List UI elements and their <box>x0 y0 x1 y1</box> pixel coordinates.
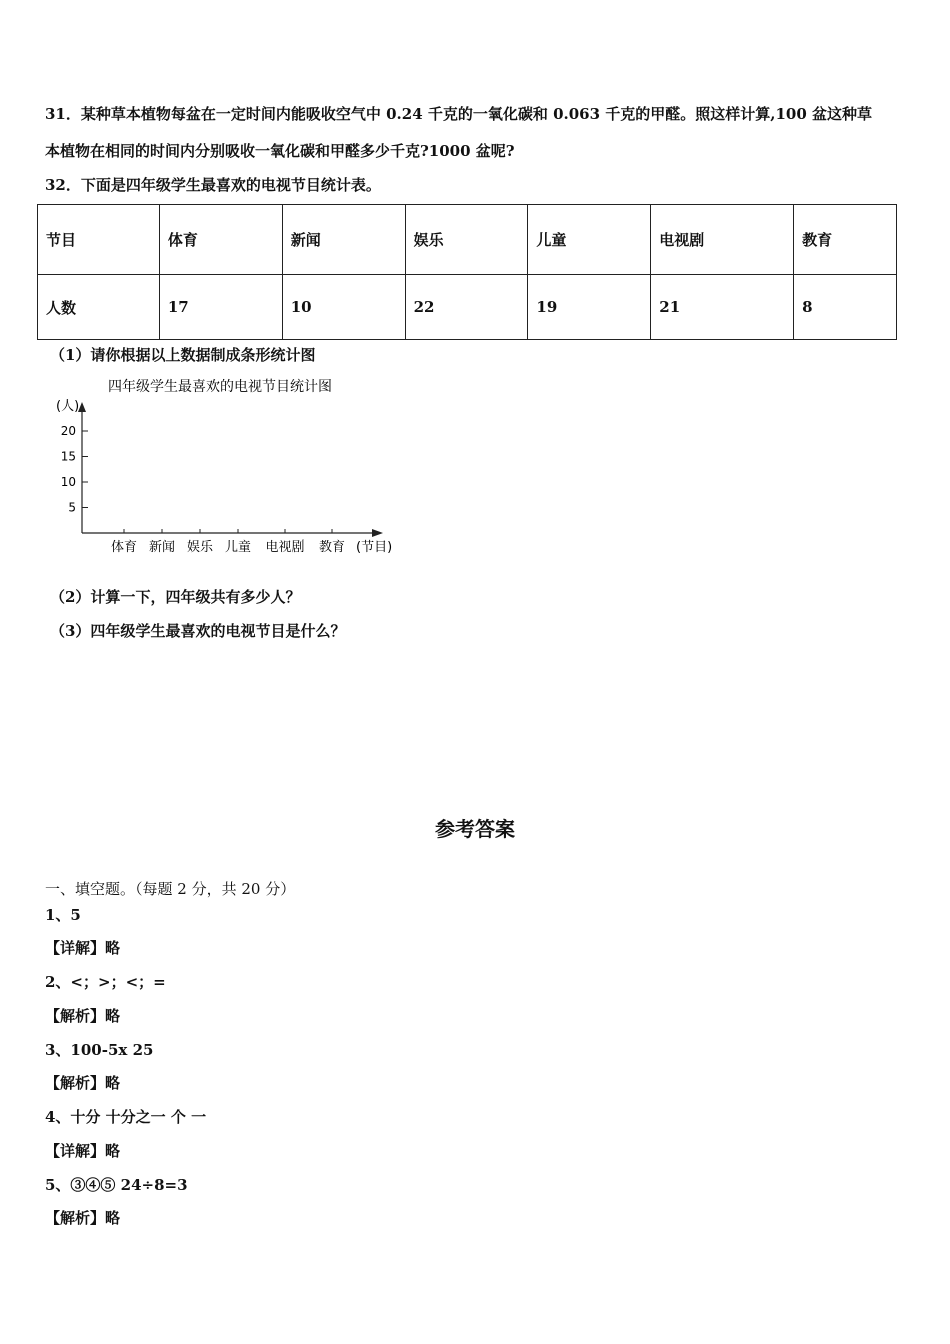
table-header-row <box>38 205 897 275</box>
table-cell: 人数 <box>38 275 160 340</box>
y-tick-label: 5 <box>68 500 76 515</box>
table-cell: 17 <box>159 275 282 340</box>
table-cell: 教育 <box>794 205 897 275</box>
answer-1-note: 【详解】略 <box>45 939 121 957</box>
table-cell: 21 <box>651 275 794 340</box>
table-cell: 儿童 <box>528 205 651 275</box>
answer-4-note: 【详解】略 <box>45 1142 121 1160</box>
x-tick-label: 儿童 <box>224 540 252 555</box>
answers-section: 一、填空题。（每题 2 分，共 20 分） <box>45 880 296 898</box>
answer-1: 1、5 <box>45 906 81 924</box>
answer-2-note: 【解析】略 <box>45 1007 121 1025</box>
bar-chart <box>50 372 410 572</box>
table-cell: 体育 <box>159 205 282 275</box>
table-cell: 19 <box>528 275 651 340</box>
q32-intro: 32．下面是四年级学生最喜欢的电视节目统计表。 <box>45 176 381 194</box>
table-cell: 电视剧 <box>651 205 794 275</box>
x-tick-label: 教育 <box>318 540 346 555</box>
x-tick-label: 新闻 <box>148 540 176 555</box>
table-cell: 节目 <box>38 205 160 275</box>
y-tick-label: 15 <box>60 449 76 464</box>
table-cell: 22 <box>405 275 528 340</box>
tv-program-table <box>37 204 897 340</box>
answer-3: 3、100-5x 25 <box>45 1041 154 1059</box>
y-tick-label: 20 <box>60 424 76 438</box>
table-cell: 新闻 <box>282 205 405 275</box>
y-tick-label: 10 <box>60 475 76 489</box>
answers-title: 参考答案 <box>435 817 515 841</box>
answer-4: 4、十分 十分之一 个 一 <box>45 1108 207 1126</box>
q32-sub3: （3）四年级学生最喜欢的电视节目是什么？ <box>50 622 346 640</box>
table-cell: 8 <box>794 275 897 340</box>
y-axis-arrow <box>78 402 86 412</box>
q31-line1: 31．某种草本植物每盆在一定时间内能吸收空气中 0.24 千克的一氧化碳和 0.063 千克的甲醛。照这样计算,100 盆这种草 <box>45 105 873 123</box>
table-cell: 10 <box>282 275 405 340</box>
y-axis-label: (人) <box>56 399 80 414</box>
x-axis-arrow <box>372 529 383 537</box>
q32-sub2: （2）计算一下，四年级共有多少人？ <box>50 588 301 606</box>
chart-title: 四年级学生最喜欢的电视节目统计图 <box>108 379 332 395</box>
answer-3-note: 【解析】略 <box>45 1074 121 1092</box>
table-row <box>38 275 897 340</box>
answer-2: 2、<；>；<；= <box>45 973 166 991</box>
q31-line2: 本植物在相同的时间内分别吸收一氧化碳和甲醛多少千克?1000 盆呢? <box>45 142 515 160</box>
x-tick-label: 娱乐 <box>186 540 214 555</box>
x-tick-label: 体育 <box>110 540 138 555</box>
x-axis-label: (节目) <box>356 540 393 555</box>
table-cell: 娱乐 <box>405 205 528 275</box>
x-tick-label: 电视剧 <box>265 540 305 555</box>
q32-sub1: （1）请你根据以上数据制成条形统计图 <box>50 346 316 364</box>
answer-5: 5、③④⑤ 24÷8=3 <box>45 1176 188 1194</box>
answer-5-note: 【解析】略 <box>45 1209 121 1227</box>
